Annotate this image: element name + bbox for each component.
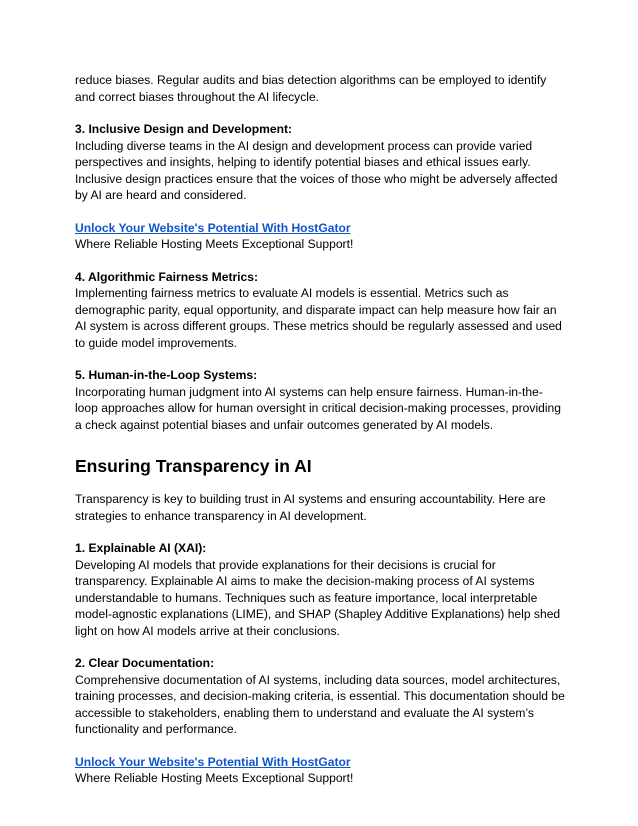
section-4-body: Implementing fairness metrics to evaluate AI models is essential. Metrics such as demographic parity, equal opportunity, and disparate impact can help measure how fair an AI system is across different groups. These metrics should be regularly assessed and used to guide model improvements. [75, 286, 562, 350]
transparency-2-heading: 2. Clear Documentation: [75, 656, 215, 670]
spacer [75, 253, 565, 269]
hostgator-link-2[interactable]: Unlock Your Website's Potential With HostGator [75, 754, 351, 769]
spacer [75, 351, 565, 367]
section-5-heading: 5. Human-in-the-Loop Systems: [75, 368, 258, 382]
transparency-1-body: Developing AI models that provide explanations for their decisions is crucial for transparency. Explainable AI aims to make the decision-making process of AI systems understandable to humans. Techniques such as feature importance, local interpretable model-agnostic explanations (LIME), and SHAP (Shapley Additive Explanations) help shed light on how AI models arrive at their conclusions. [75, 557, 561, 638]
section-3-heading: 3. Inclusive Design and Development: [75, 122, 293, 136]
spacer [75, 524, 565, 540]
section-5-body: Incorporating human judgment into AI systems can help ensure fairness. Human-in-the-loop approaches allow for human oversight in critical decision-making processes, providing a check against potential biases and unfair outcomes generated by AI models. [75, 384, 562, 432]
intro-tail-paragraph: reduce biases. Regular audits and bias detection algorithms can be employed to identify and correct biases throughout the AI lifecycle. [75, 73, 547, 104]
document-page [75, 72, 565, 787]
hostgator-tagline-2: Where Reliable Hosting Meets Exceptional Support! [75, 771, 354, 785]
spacer [75, 204, 565, 220]
transparency-1-heading: 1. Explainable AI (XAI): [75, 541, 207, 555]
transparency-section-title: Ensuring Transparency in AI [75, 456, 312, 476]
spacer [75, 738, 565, 754]
section-3-body: Including diverse teams in the AI design and development process can provide varied perspectives and insights, helping to identify potential biases and ethical issues early. Inclusive design practices ensure that the voices of those who might be adversely affected by AI are heard and considered. [75, 138, 558, 202]
hostgator-tagline-1: Where Reliable Hosting Meets Exceptional Support! [75, 237, 354, 251]
transparency-intro: Transparency is key to building trust in AI systems and ensuring accountability. Here are strategies to enhance transparency in AI development. [75, 492, 546, 523]
spacer [75, 639, 565, 655]
hostgator-link-1[interactable]: Unlock Your Website's Potential With HostGator [75, 220, 351, 235]
spacer [75, 105, 565, 121]
transparency-2-body: Comprehensive documentation of AI systems, including data sources, model architectures, training processes, and decision-making criteria, is essential. This documentation should be accessible to stakeholders, enabling them to understand and evaluate the AI system’s functionality and performance. [75, 672, 565, 736]
section-4-heading: 4. Algorithmic Fairness Metrics: [75, 269, 259, 284]
